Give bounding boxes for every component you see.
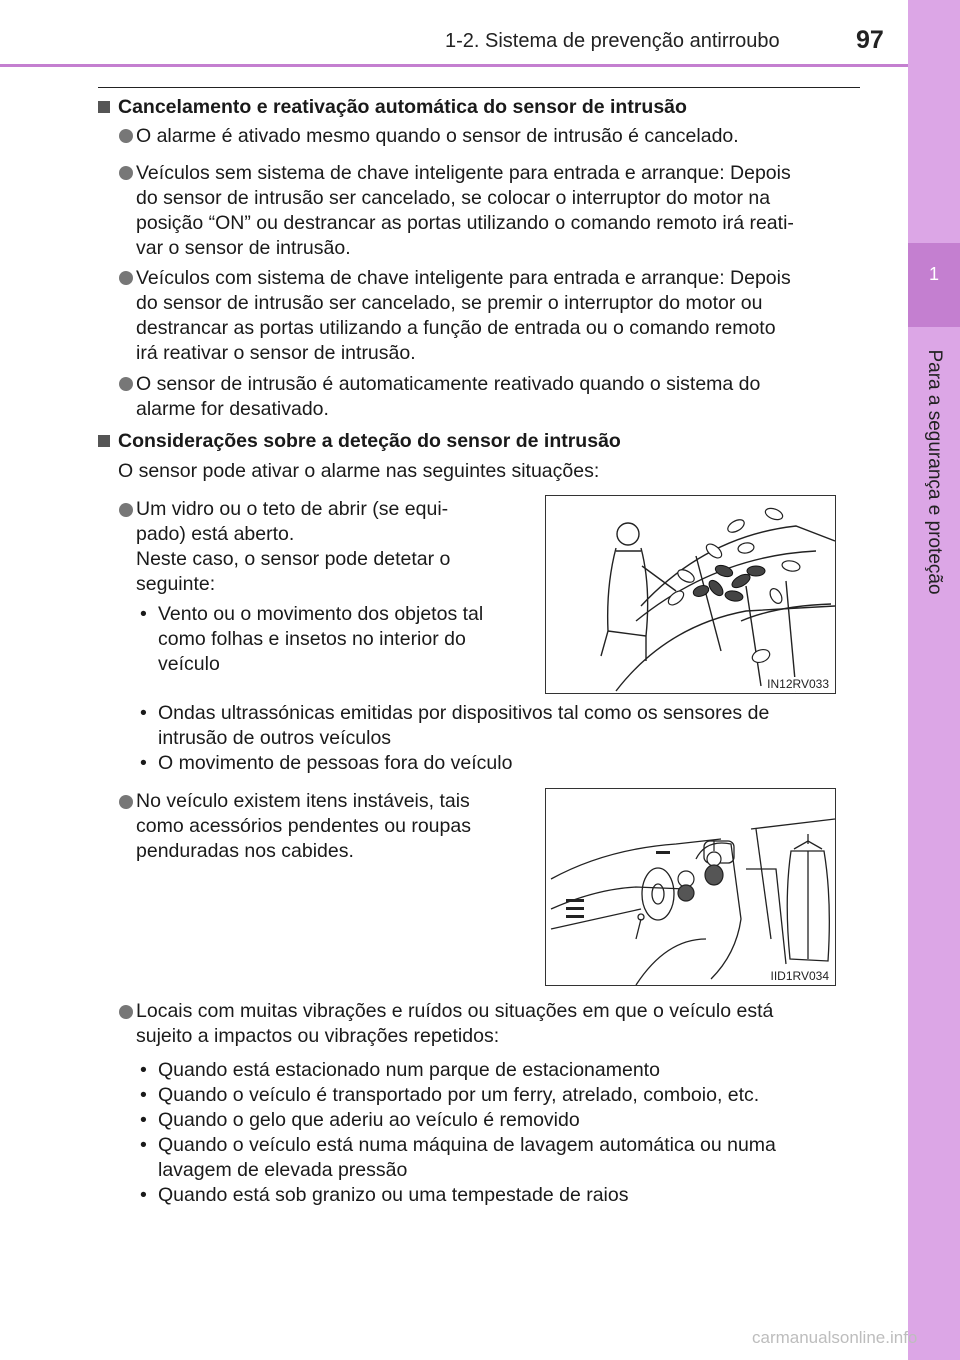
figure-open-roof-leaves [545,495,836,694]
dash-bullet: • [140,1059,147,1081]
section2-item3-sub-2: Quando o veículo é transportado por um ferry, atrelado, comboio, etc. [158,1084,760,1106]
text-line: como acessórios pendentes ou roupas [136,815,471,837]
text-line: pado) está aberto. [136,523,295,545]
square-bullet-icon [98,435,110,447]
section2-item1-more-2: O movimento de pessoas fora do veículo [158,752,513,774]
dash-bullet: • [140,1084,147,1106]
circle-bullet-icon [119,503,133,517]
dash-bullet: • [140,1184,147,1206]
section1-bullet-3 [136,266,858,366]
text-line: Quando o veículo está numa máquina de lavagem automática ou numa [158,1134,776,1156]
side-tab-chapter-number: 1 [928,264,939,284]
dash-bullet: • [140,1134,147,1156]
dash-bullet: • [140,1109,147,1131]
circle-bullet-icon [119,1005,133,1019]
text-line: alarme for desativado. [136,398,329,420]
text-line: Neste caso, o sensor pode detetar o [136,548,451,570]
side-tab-label: Para a segurança e proteção [924,349,945,595]
text-line: Ondas ultrassónicas emitidas por dispositivos tal como os sensores de [158,702,770,724]
section1-bullet-2 [136,161,858,261]
text-line: irá reativar o sensor de intrusão. [136,342,416,364]
section2-item1 [136,497,523,597]
text-line: O sensor de intrusão é automaticamente reativado quando o sistema do [136,373,761,395]
section2-heading: Considerações sobre a deteção do sensor de intrusão [118,430,621,452]
section2-intro: O sensor pode ativar o alarme nas seguintes situações: [118,460,600,482]
circle-bullet-icon [119,129,133,143]
section1-bullet-4 [136,372,858,422]
text-line: var o sensor de intrusão. [136,237,351,259]
square-bullet-icon [98,101,110,113]
section2-item3-sub-3: Quando o gelo que aderiu ao veículo é removido [158,1109,580,1131]
dash-bullet: • [140,752,147,774]
content-top-rule [98,87,860,88]
section2-item3-sub-4 [158,1133,858,1183]
side-tab-chapter-box [908,243,960,327]
section2-item1-sub [158,602,523,677]
section1-heading: Cancelamento e reativação automática do sensor de intrusão [118,96,687,118]
text-line: veículo [158,653,220,675]
text-line: Locais com muitas vibrações e ruídos ou situações em que o veículo está [136,1000,774,1022]
text-line: Veículos com sistema de chave inteligente para entrada e arranque: Depois [136,267,791,289]
text-line: Um vidro ou o teto de abrir (se equi- [136,498,449,520]
section2-item3-sub-5: Quando está sob granizo ou uma tempestade de raios [158,1184,629,1206]
text-line: Veículos sem sistema de chave inteligente para entrada e arranque: Depois [136,162,791,184]
text-line: seguinte: [136,573,216,595]
text-line: No veículo existem itens instáveis, tais [136,790,470,812]
watermark: carmanualsonline.info [752,1328,918,1347]
car-roof-illustration [546,496,835,693]
circle-bullet-icon [119,271,133,285]
side-tab [908,0,960,1360]
section2-item3 [136,999,858,1049]
text-line: Vento ou o movimento dos objetos tal [158,603,484,625]
section2-item2 [136,789,523,864]
text-line: posição “ON” ou destrancar as portas utilizando o comando remoto irá reati- [136,212,794,234]
page-number: 97 [856,26,884,54]
dash-bullet: • [140,603,147,625]
section2-item3-sub-1: Quando está estacionado num parque de estacionamento [158,1059,660,1081]
header-section-title: 1-2. Sistema de prevenção antirroubo [445,30,780,52]
text-line: intrusão de outros veículos [158,727,392,749]
text-line: do sensor de intrusão ser cancelado, se premir o interruptor do motor ou [136,292,763,314]
car-interior-illustration [546,789,835,985]
figure-code: IN12RV033 [767,677,829,691]
section1-bullet-1: O alarme é ativado mesmo quando o sensor de intrusão é cancelado. [136,125,739,147]
text-line: do sensor de intrusão ser cancelado, se colocar o interruptor do motor na [136,187,771,209]
text-line: como folhas e insetos no interior do [158,628,466,650]
text-line: lavagem de elevada pressão [158,1159,408,1181]
dash-bullet: • [140,702,147,724]
section2-item1-more-1 [158,701,858,751]
header-rule [0,64,908,67]
circle-bullet-icon [119,166,133,180]
figure-car-interior-hanging-items [545,788,836,986]
text-line: destrancar as portas utilizando a função de entrada ou o comando remoto [136,317,776,339]
circle-bullet-icon [119,795,133,809]
text-line: penduradas nos cabides. [136,840,354,862]
figure-code: IID1RV034 [770,969,829,983]
circle-bullet-icon [119,377,133,391]
text-line: sujeito a impactos ou vibrações repetidos: [136,1025,500,1047]
